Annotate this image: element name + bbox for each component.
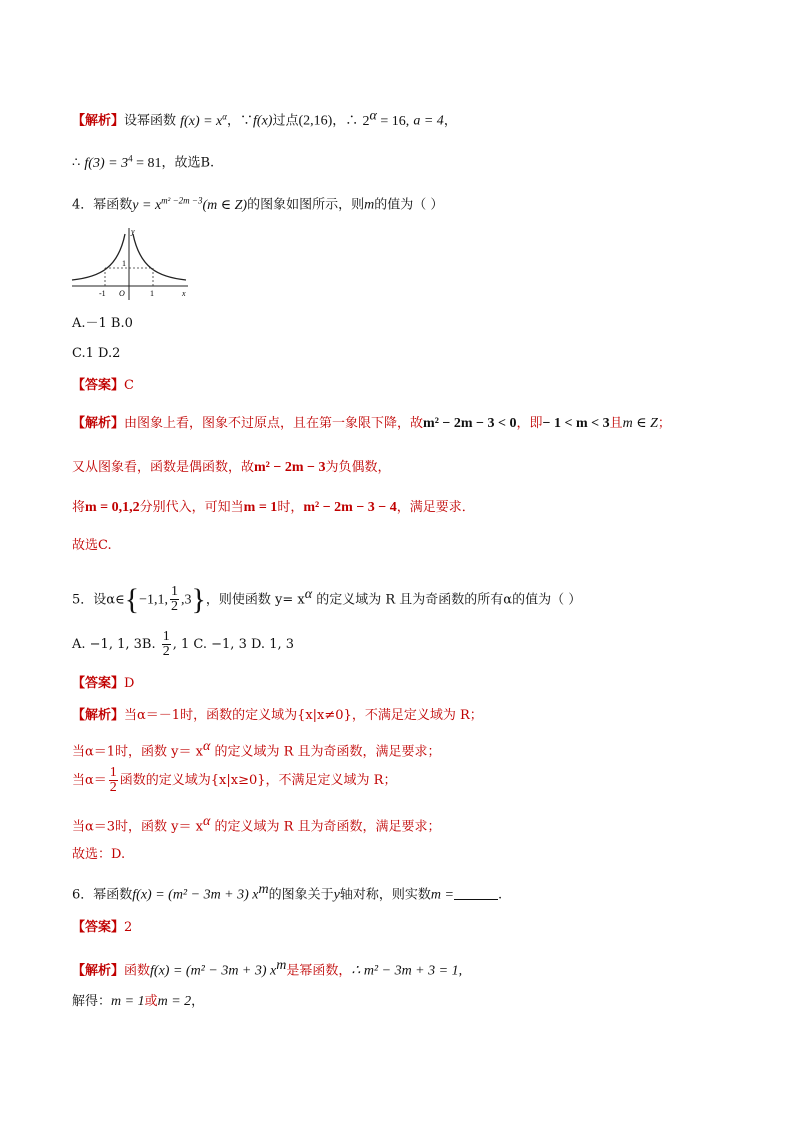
q5-analysis-line-3: 当α＝ $\frac{1}{2}$ 函数的定义域为{x|x≥0}，不满足定义域为 R； [72, 765, 397, 795]
q5-analysis-line-4: 当α＝3时，函数 $y= x^\alpha$ 的定义域为 R 且为奇函数，满足要求； [72, 814, 441, 835]
question-6: 6．幂函数f(x) = (m² − 3m + 3) $x^m$的图象关于y轴对称，则实数m = . [72, 882, 503, 903]
q6-analysis-line-2: 解得：m = 1或m = 2， [72, 994, 205, 1009]
graph-y-one: 1 [122, 259, 126, 268]
analysis-3-line-2: ∴ $f(3) = 3^4 = 81$，故选B. [72, 153, 215, 171]
q5-options: A. −1, 1, 3B. $\frac{1}{2}$ , 1 C. −1, 3 D. 1, 3 [72, 629, 294, 659]
q5-analysis-line-2: 当α＝1时，函数 $y= x^\alpha$ 的定义域为 R 且为奇函数，满足要求； [72, 739, 441, 760]
q4-options-row-1: A.－1 B.0 [72, 316, 133, 331]
q4-analysis-line-4: 故选C. [72, 538, 112, 553]
graph-origin: O [119, 289, 125, 298]
graph-x-label: x [182, 289, 186, 298]
q5-answer: 【答案】D [72, 676, 135, 691]
q6-answer: 【答案】2 [72, 920, 133, 935]
graph-y-label: y [131, 227, 135, 236]
analysis-tag: 【解析】 [72, 113, 125, 129]
q4-analysis-line-2: 又从图象看，函数是偶函数，故m² − 2m − 3为负偶数， [72, 460, 391, 475]
graph-neg-one: -1 [99, 289, 106, 298]
q5-analysis-line-1: 【解析】当α＝－1时，函数的定义域为{x|x≠0}，不满足定义域为 R； [72, 708, 483, 723]
answer-blank[interactable] [454, 885, 498, 900]
q6-analysis-line-1: 【解析】函数f(x) = (m² − 3m + 3) $x^m$是幂函数，∴ m² − 3m + 3 = 1, [72, 958, 463, 979]
q5-analysis-line-5: 故选：D. [72, 847, 126, 862]
q4-options-row-2: C.1 D.2 [72, 346, 121, 361]
power-function-graph [70, 224, 192, 302]
question-4: 4．幂函数$y = x^{m^2 -2m -3}(m$ ∈ Z)的图象如图所示，则m的值为（ ） [72, 195, 444, 213]
q4-analysis-line-3: 将m = 0,1,2分别代入，可知当m = 1时，m² − 2m − 3 − 4，满足要求． [72, 500, 475, 515]
q4-answer: 【答案】C [72, 378, 134, 393]
question-5: 5．设α∈{−1,1, $\frac{1}{2}$ ,3}，则使函数 $y= x^\alpha$ 的定义域为 R 且为奇函数的所有α的值为（ ） [72, 582, 582, 616]
graph-x-one: 1 [150, 289, 154, 298]
analysis-3-line-1: 【解析】设幂函数 $f(x) = x^\alpha$，∵f(x)过点(2,16)，∴ $2^\alpha = 16$, a = 4， [72, 108, 457, 129]
q4-analysis-line-1: 【解析】由图象上看，图象不过原点，且在第一象限下降，故m² − 2m − 3 < 0，即− 1 < m < 3且m ∈ Z； [72, 416, 671, 431]
